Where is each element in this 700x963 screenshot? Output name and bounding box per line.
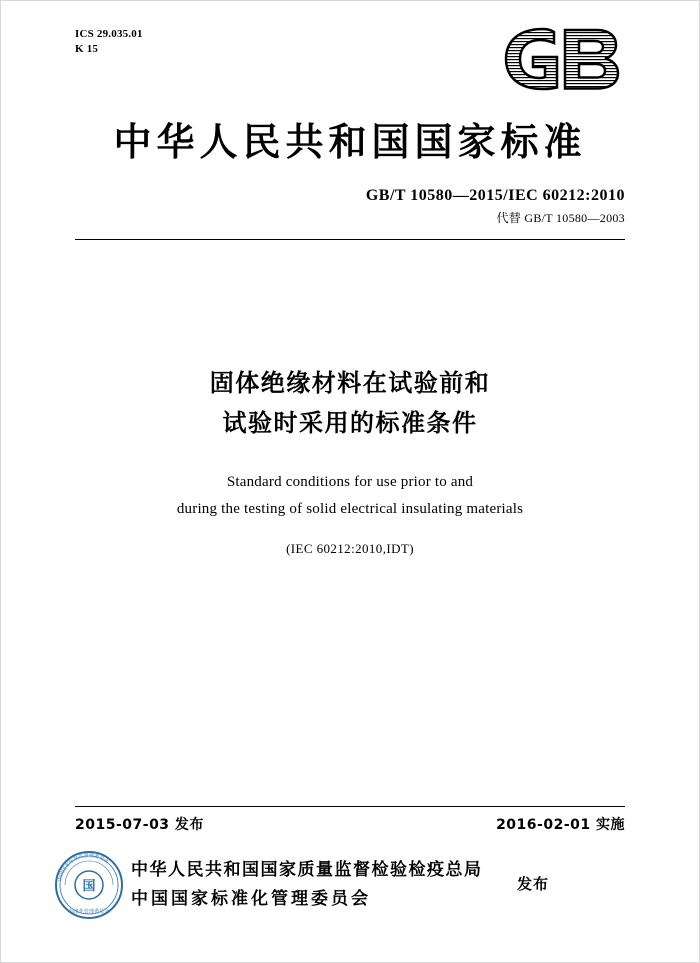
document-title-en-line2: during the testing of solid electrical insulating materials xyxy=(176,501,524,517)
divider-bottom xyxy=(75,806,625,807)
svg-text:中国国家标准化管理委员会: 中国国家标准化管理委员会 xyxy=(57,852,110,882)
official-seal-icon xyxy=(53,849,125,921)
document-title-zh-line2: 试验时采用的标准条件 xyxy=(222,409,478,437)
document-title-en xyxy=(1,469,699,523)
implementation-date: 2016-02-01 实施 xyxy=(496,817,625,833)
ics-code: ICS 29.035.01 xyxy=(75,28,143,40)
issuer-line-1: 中华人民共和国国家质量监督检验检疫总局 xyxy=(131,860,483,880)
standard-number: GB/T 10580—2015/IEC 60212:2010 xyxy=(365,187,625,204)
document-title-zh-line1: 固体绝缘材料在试验前和 xyxy=(209,369,491,397)
ccs-code: K 15 xyxy=(75,43,99,55)
gb-logo-icon xyxy=(499,23,625,95)
standard-replaces: 代替 GB/T 10580—2003 xyxy=(496,211,625,225)
document-title-en-line1: Standard conditions for use prior to and xyxy=(226,474,474,490)
document-title-zh xyxy=(1,363,699,443)
svg-text:标准化管理委员会: 标准化管理委员会 xyxy=(68,909,110,915)
issue-date: 2015-07-03 发布 xyxy=(75,817,204,833)
ics-classification-block xyxy=(75,27,143,57)
document-equivalence-note: (IEC 60212:2010,IDT) xyxy=(286,541,414,556)
issuer-line-2: 中国国家标准化管理委员会 xyxy=(131,889,371,909)
issuer-publish-label: 发布 xyxy=(517,875,550,893)
svg-text:国: 国 xyxy=(82,879,96,894)
divider-top xyxy=(75,239,625,240)
national-standard-title: 中华人民共和国国家标准 xyxy=(113,120,587,164)
